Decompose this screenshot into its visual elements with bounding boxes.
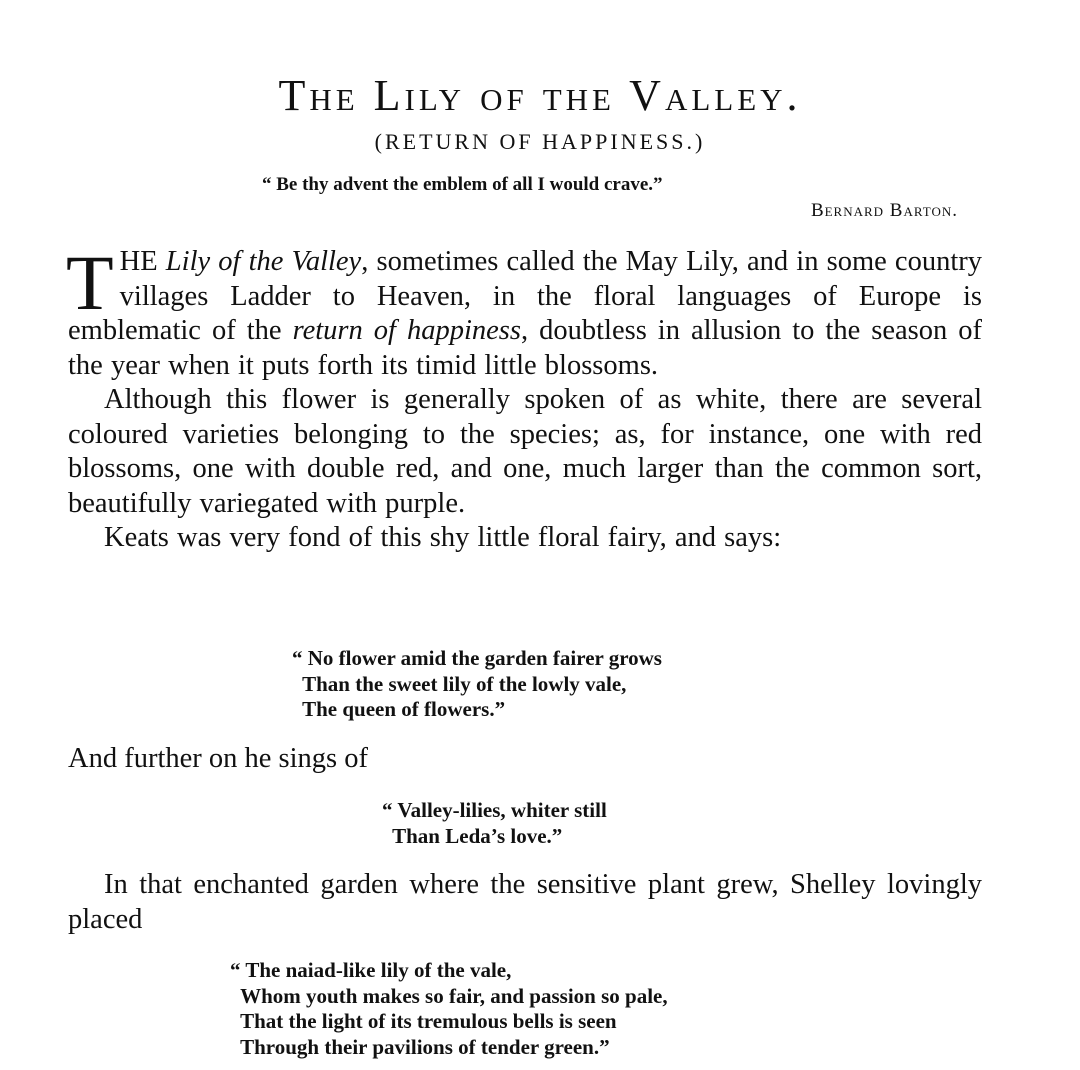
paragraph-1-text-b: , sometimes called the May Lily, and in some country villages Ladder to Heaven, in the floral languages of Europe is emblematic of the bbox=[68, 246, 982, 346]
verse-keats-1 bbox=[292, 646, 662, 723]
verse-keats-2 bbox=[382, 798, 607, 849]
paragraph-1-text-a: HE bbox=[119, 246, 166, 277]
verse-line: “ No flower amid the garden fairer grows bbox=[292, 646, 662, 670]
chapter-subtitle: (RETURN OF HAPPINESS.) bbox=[374, 129, 706, 154]
verse-line: Whom youth makes so fair, and passion so pale, bbox=[230, 983, 668, 1008]
prose-block-2 bbox=[68, 868, 982, 937]
paragraph-further: And further on he sings of bbox=[68, 743, 368, 774]
paragraph-3: Keats was very fond of this shy little floral fairy, and says: bbox=[104, 522, 782, 553]
chapter-title: The Lily of the Valley. bbox=[278, 71, 802, 120]
verse-line: That the light of its tremulous bells is seen bbox=[230, 1009, 617, 1033]
paragraph-1-emphasis-a: Lily of the Valley bbox=[165, 246, 362, 277]
verse-line: Through their pavilions of tender green.” bbox=[230, 1034, 610, 1059]
paragraph-1 bbox=[66, 239, 983, 383]
verse-line: Than the sweet lily of the lowly vale, bbox=[292, 671, 627, 696]
epigraph-quote: “ Be thy advent the emblem of all I would crave.” bbox=[262, 174, 663, 195]
paragraph-1-text-c: , doubtless in allusion to the season of the year when it puts forth its timid little blossoms. bbox=[68, 315, 983, 381]
drop-cap: T bbox=[66, 239, 114, 326]
verse-line: The queen of flowers.” bbox=[292, 697, 506, 721]
verse-line: “ Valley-lilies, whiter still bbox=[382, 798, 607, 822]
paragraph-2: Although this flower is generally spoken of as white, there are several coloured varieties belonging to the species; as, for instance, one with red blossoms, one with double red, and one, much larger than the common sort, beautifully variegated with purple. bbox=[68, 384, 982, 519]
verse-line: Than Leda’s love.” bbox=[382, 823, 563, 848]
verse-line: “ The naiad-like lily of the vale, bbox=[230, 958, 512, 982]
verse-shelley bbox=[230, 958, 668, 1060]
paragraph-4: In that enchanted garden where the sensitive plant grew, Shelley lovingly placed bbox=[68, 869, 982, 935]
prose-block-1 bbox=[66, 239, 983, 556]
paragraph-1-emphasis-b: return of happiness bbox=[292, 315, 521, 346]
epigraph-author: Bernard Barton. bbox=[810, 200, 958, 221]
